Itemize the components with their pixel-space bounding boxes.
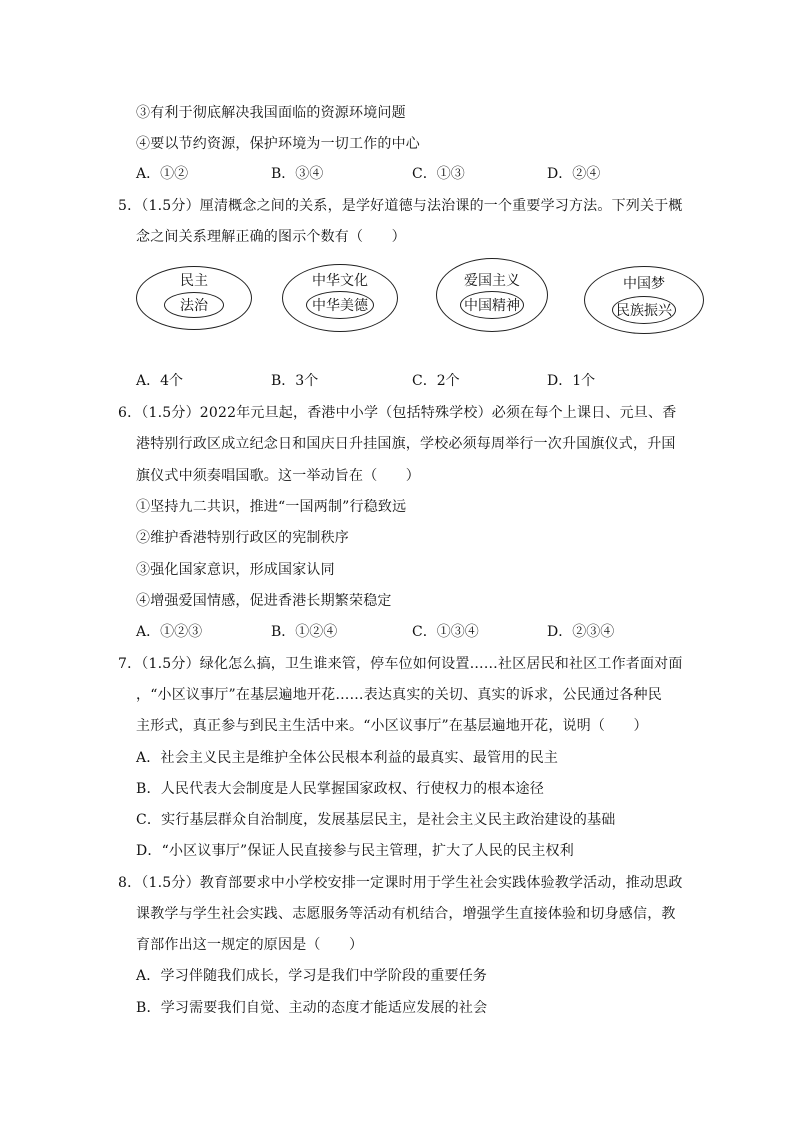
q6-option-a[interactable]: A．①②③: [136, 624, 203, 640]
q6-item-3: ③强化国家意识，形成国家认同: [136, 562, 335, 578]
diagram-4-outer-label: 中国梦: [623, 276, 665, 292]
q5-option-d[interactable]: D．1个: [547, 373, 596, 389]
diagram-2-outer-label: 中华文化: [312, 273, 368, 289]
q8-stem-line-2: 课教学与学生社会实践、志愿服务等活动有机结合，增强学生直接体验和切身感信，教: [136, 906, 676, 922]
q6-item-2: ②维护香港特别行政区的宪制秩序: [136, 530, 349, 546]
q7-stem-line-1: 7．（1.5分）绿化怎么搞，卫生谁来管，停车位如何设置……社区居民和社区工作者面对面: [118, 656, 683, 672]
q5-option-c[interactable]: C．2个: [412, 373, 460, 389]
q8-stem-line-3: 育部作出这一规定的原因是（ ）: [136, 937, 364, 953]
q6-stem-line-2: 港特别行政区成立纪念日和国庆日升挂国旗，学校必须每周举行一次升国旗仪式，升国: [136, 436, 676, 452]
q4-option-d[interactable]: D．②④: [547, 166, 601, 182]
q4-option-b[interactable]: B．③④: [271, 166, 324, 182]
q6-item-1: ①坚持九二共识，推进“一国两制”行稳致远: [136, 499, 407, 515]
q5-options: [136, 371, 676, 391]
q6-item-4: ④增强爱国情感，促进香港长期繁荣稳定: [136, 593, 392, 609]
q7-option-b[interactable]: B．人民代表大会制度是人民掌握国家政权、行使权力的根本途径: [136, 781, 545, 797]
diagram-1-outer-label: 民主: [180, 273, 208, 289]
q5-stem-line-2: 念之间关系理解正确的图示个数有（ ）: [136, 229, 406, 245]
q5-option-a[interactable]: A．4个: [136, 373, 184, 389]
diagram-4-inner-oval: 民族振兴: [612, 296, 676, 324]
q4-item-3: ③有利于彻底解决我国面临的资源环境问题: [136, 105, 406, 121]
q8-stem-line-1: 8．（1.5分）教育部要求中小学校安排一定课时用于学生社会实践体验教学活动，推动思政: [118, 875, 683, 891]
q6-option-d[interactable]: D．②③④: [547, 624, 615, 640]
q7-option-c[interactable]: C．实行基层群众自治制度，发展基层民主，是社会主义民主政治建设的基础: [136, 812, 616, 828]
q6-stem-line-3: 旗仪式中须奏唱国歌。这一举动旨在（ ）: [136, 468, 420, 484]
q4-options: [136, 164, 676, 184]
q4-option-a[interactable]: A．①②: [136, 166, 189, 182]
q5-stem-line-1: 5．（1.5分）厘清概念之间的关系，是学好道德与法治课的一个重要学习方法。下列关于概: [118, 198, 683, 214]
q5-option-b[interactable]: B．3个: [271, 373, 319, 389]
diagram-1-inner-oval: 法治: [164, 292, 224, 318]
diagram-2-inner-oval: 中华美德: [306, 291, 374, 319]
q4-option-c[interactable]: C．①③: [412, 166, 465, 182]
diagram-3-outer-label: 爱国主义: [464, 273, 520, 289]
q4-item-4: ④要以节约资源，保护环境为一切工作的中心: [136, 136, 420, 152]
q6-options: [136, 622, 676, 642]
q6-option-b[interactable]: B．①②④: [271, 624, 338, 640]
q7-stem-line-3: 主形式，真正参与到民主生活中来。“小区议事厅”在基层遍地开花，说明（ ）: [136, 718, 648, 734]
q7-option-d[interactable]: D．“小区议事厅”保证人民直接参与民主管理，扩大了人民的民主权利: [136, 843, 574, 859]
q5-concept-diagrams: [136, 258, 708, 338]
q7-stem-line-2: ，“小区议事厅”在基层遍地开花……表达真实的关切、真实的诉求，公民通过各种民: [136, 687, 662, 703]
q8-option-b[interactable]: B．学习需要我们自觉、主动的态度才能适应发展的社会: [136, 1000, 488, 1016]
q6-option-c[interactable]: C．①③④: [412, 624, 479, 640]
q8-option-a[interactable]: A．学习伴随我们成长，学习是我们中学阶段的重要任务: [136, 968, 488, 984]
q6-stem-line-1: 6．（1.5分）2022年元旦起，香港中小学（包括特殊学校）必须在每个上课日、元旦、香: [118, 405, 677, 421]
diagram-3-inner-oval: 中国精神: [460, 291, 524, 319]
q7-option-a[interactable]: A．社会主义民主是维护全体公民根本利益的最真实、最管用的民主: [136, 750, 559, 766]
